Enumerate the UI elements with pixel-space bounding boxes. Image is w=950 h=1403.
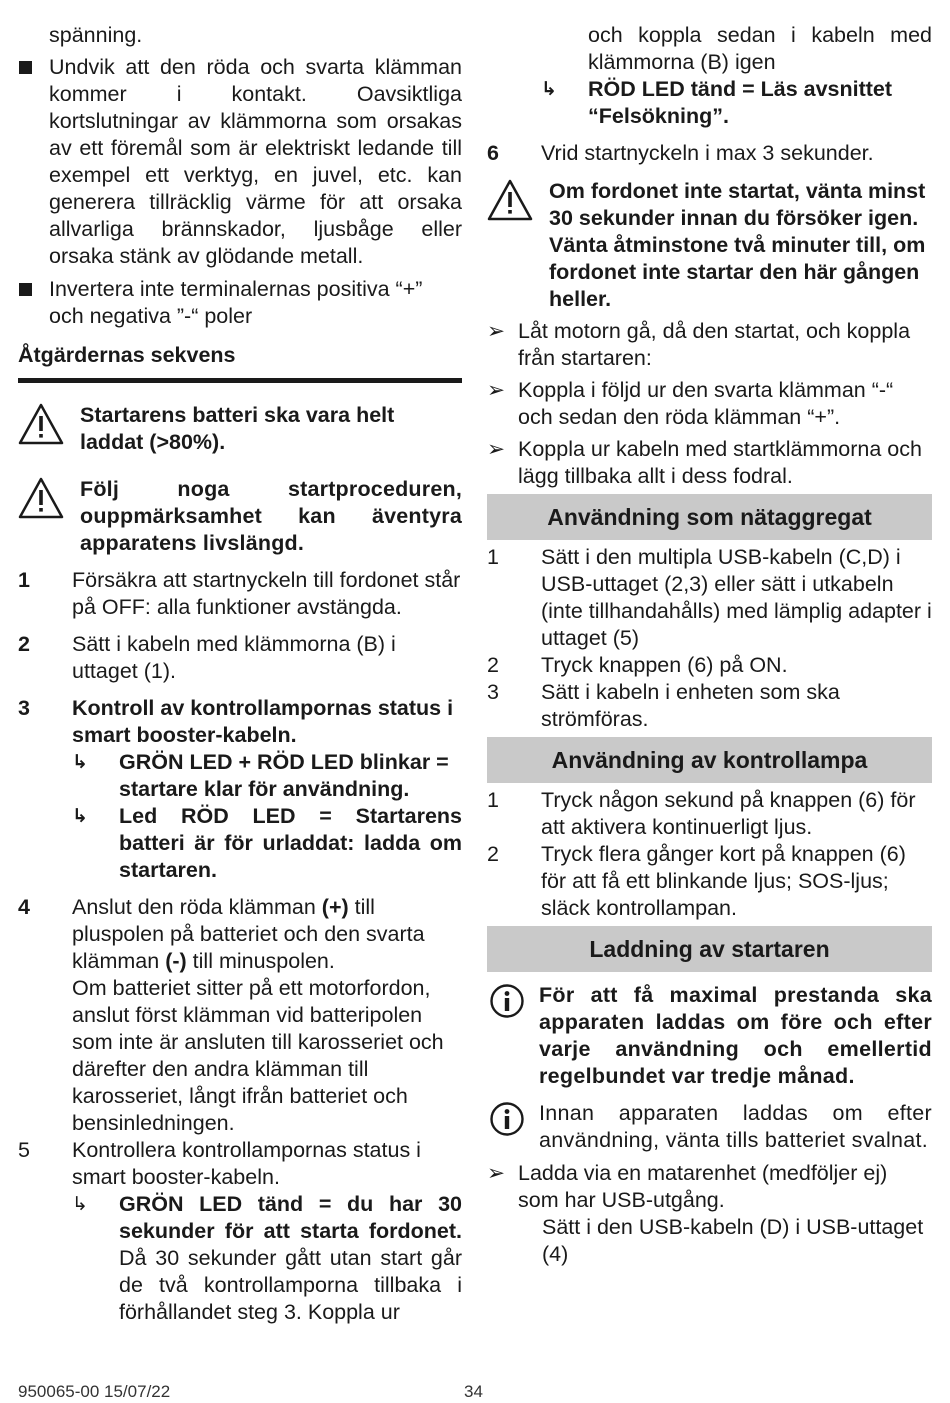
instruction-text: Låt motorn gå, då den startat, och koppla från startaren:: [518, 319, 911, 370]
warning-triangle-icon: [18, 402, 64, 446]
step-number: 1: [18, 568, 30, 592]
arrow-return-icon: ↳: [72, 1194, 88, 1215]
step-text: Tryck knappen (6) på ON.: [541, 653, 788, 677]
step-text: Vrid startnyckeln i max 3 sekunder.: [541, 141, 874, 165]
square-bullet-icon: [19, 61, 32, 74]
instruction-run-motor: [487, 318, 932, 372]
info-cool-down: [487, 1100, 932, 1154]
arrow-head-icon: ➢: [487, 319, 506, 343]
step-3-result-red: [72, 803, 462, 884]
arrow-head-icon: ➢: [487, 378, 506, 402]
result-text: GRÖN LED + RÖD LED blinkar = startare klar för användning.: [119, 750, 449, 801]
step-text-b: till pluspolen på batteriet och den svarta klämman: [72, 895, 425, 973]
warning-triangle-icon: [487, 178, 533, 222]
step-5-result-green: [72, 1191, 462, 1326]
step-text: Försäkra att startnyckeln till fordonet står på OFF: alla funktioner avstängda.: [72, 568, 461, 619]
step-text-a: Anslut den röda klämman: [72, 895, 322, 919]
plus-marker: (+): [321, 895, 349, 919]
instruction-store-cable: [487, 436, 932, 490]
step-number: 2: [487, 842, 499, 866]
step-2: [18, 631, 462, 685]
step-number: 3: [487, 680, 499, 704]
step-text: Sätt i kabeln med klämmorna (B) i uttaget (1).: [72, 632, 396, 683]
step-3: [18, 695, 462, 884]
step-4: [18, 894, 462, 1137]
psu-step-2: [487, 652, 932, 679]
step-text: Kontrollera kontrollampornas status i smart booster-kabeln.: [72, 1138, 421, 1189]
step-1: [18, 567, 462, 621]
arrow-head-icon: ➢: [487, 437, 506, 461]
step-text: Tryck flera gånger kort på knappen (6) för att få ett blinkande ljus; SOS-ljus; släck kontrollampan.: [541, 842, 906, 920]
section-band-charging: Laddning av startaren: [487, 926, 932, 972]
bullet-text: Undvik att den röda och svarta klämman kommer i kontakt. Oavsiktliga kortslutningar av klämmorna som orsakas av ett föremål som är elektriskt ledande till exempel ett verktyg, en juvel, etc. kan generera tillräcklig värme för att orsaka allvarliga brännskador, ljusbåge eller orsaka stänk av glödande metall.: [49, 55, 462, 268]
result-text: Då 30 sekunder gått utan start går de två kontrollamporna tillbaka i förhållandet steg 3. Koppla ur: [119, 1246, 462, 1324]
document-code: 950065-00 15/07/22: [18, 1382, 171, 1401]
step-number: 6: [487, 141, 499, 165]
lamp-step-2: [487, 841, 932, 922]
result-text-bold: GRÖN LED tänd = du har 30 sekunder för att starta fordonet.: [119, 1192, 462, 1243]
instruction-sub-text: Sätt i den USB-kabeln (D) i USB-uttaget (4): [542, 1215, 924, 1266]
info-text: Innan apparaten laddas om efter användning, vänta tills batteriet svalnat.: [539, 1101, 932, 1152]
result-text: RÖD LED tänd = Läs avsnittet “Felsökning”.: [588, 77, 893, 128]
warning-text: Startarens batteri ska vara helt laddat (>80%).: [80, 403, 395, 454]
step-number: 2: [18, 632, 30, 656]
instruction-text: Koppla ur kabeln med startklämmorna och lägg tillbaka allt i dess fodral.: [518, 437, 922, 488]
warning-text: Om fordonet inte startat, vänta minst 30 sekunder innan du försöker igen. Vänta åtminstone två minuter till, om fordonet inte startar den här gången heller.: [549, 179, 926, 311]
info-text: För att få maximal prestanda ska apparaten laddas om före och efter varje användning och emellertid regelbundet var tredje månad.: [539, 983, 932, 1088]
step-text: Tryck någon sekund på knappen (6) för att aktivera kontinuerligt ljus.: [541, 788, 916, 839]
instruction-text: Koppla i följd ur den svarta klämman “-“ och sedan den röda klämman “+”.: [518, 378, 894, 429]
step-6: [487, 140, 932, 167]
warning-battery-charged: [18, 402, 462, 456]
result-red-led: [541, 76, 932, 130]
continued-text: och koppla sedan i kabeln med klämmorna (B) igen: [588, 23, 932, 74]
warning-triangle-icon: [18, 476, 64, 520]
step-5: [18, 1137, 462, 1326]
bullet-item-polarity: [18, 276, 462, 330]
warning-follow-procedure: [18, 476, 462, 557]
section-band-power-supply: Användning som nätaggregat: [487, 494, 932, 540]
square-bullet-icon: [19, 283, 32, 296]
arrow-head-icon: ➢: [487, 1161, 506, 1185]
result-text: Led RÖD LED = Startarens batteri är för urladdat: ladda om startaren.: [119, 804, 462, 882]
info-max-performance: [487, 982, 932, 1090]
step-text: Kontroll av kontrollampornas status i smart booster-kabeln.: [72, 696, 454, 747]
arrow-return-icon: ↳: [72, 806, 88, 827]
instruction-text: Ladda via en matarenhet (medföljer ej) som har USB-utgång.: [518, 1161, 888, 1212]
warning-wait-retry: [487, 178, 932, 313]
left-column: [18, 22, 462, 1326]
minus-marker: (-): [165, 949, 187, 973]
step-number: 2: [487, 653, 499, 677]
page-number: 34: [464, 1382, 483, 1401]
psu-step-3: [487, 679, 932, 733]
info-icon: [489, 983, 525, 1019]
bullet-text: Invertera inte terminalernas positiva “+” och negativa ”-“ poler: [49, 277, 423, 328]
step-text: Sätt i kabeln i enheten som ska strömföras.: [541, 680, 840, 731]
step-text-c: till minuspolen.: [186, 949, 335, 973]
step-number: 5: [18, 1138, 30, 1162]
psu-step-1: [487, 544, 932, 652]
section-heading: Åtgärdernas sekvens: [18, 342, 462, 383]
info-icon: [489, 1101, 525, 1137]
step-number: 3: [18, 696, 30, 720]
instruction-charge-usb: [487, 1160, 932, 1268]
bullet-item-contact: [18, 54, 462, 270]
right-column: [487, 22, 932, 1268]
step-number: 1: [487, 788, 499, 812]
step-number: 4: [18, 895, 30, 919]
step-4-note: Om batteriet sitter på ett motorfordon, anslut först klämman vid batteripolen som inte är ansluten till karosseriet och därefter den andra klämman till karosseriet, långt ifrån batteriet och bensinledningen.: [72, 976, 444, 1135]
lamp-step-1: [487, 787, 932, 841]
step-text: Sätt i den multipla USB-kabeln (C,D) i USB-uttaget (2,3) eller sätt i utkabeln (inte tillhandahålls) med lämplig adapter i uttaget (5): [541, 545, 932, 650]
step-3-result-green-red: [72, 749, 462, 803]
warning-text: Följ noga startproceduren, ouppmärksamhet kan äventyra apparatens livslängd.: [80, 477, 462, 555]
section-band-lamp: Användning av kontrollampa: [487, 737, 932, 783]
arrow-return-icon: ↳: [541, 79, 557, 100]
arrow-return-icon: ↳: [72, 752, 88, 773]
continued-text: spänning.: [49, 23, 143, 47]
instruction-disconnect-clamps: [487, 377, 932, 431]
step-number: 1: [487, 545, 499, 569]
